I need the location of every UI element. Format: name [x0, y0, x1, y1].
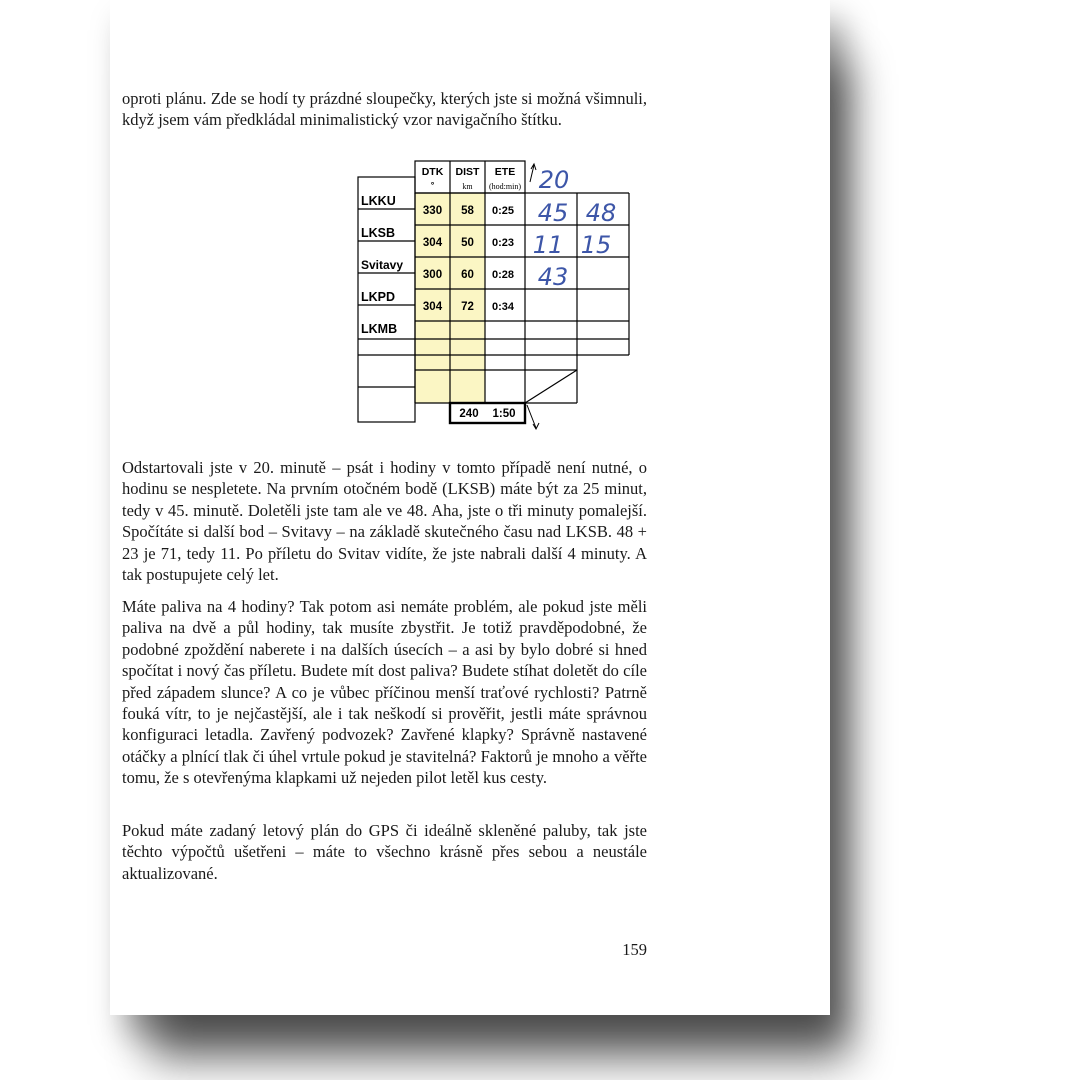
waypoint-label: LKPD — [361, 290, 396, 304]
paragraph-3: Máte paliva na 4 hodiny? Tak potom asi nemáte problém, ale pokud jste měli paliva na dvě a půl hodiny, tak musíte zbystřit. Je totiž pravděpodobné, že podobné zpoždění naberete i na dalších úsecích – a asi by bylo dobré si hned spočítat i nový čas příletu. Budete mít dost paliva? Budete stíhat doletět do cíle před západem slunce? A co je vůbec příčinou menší traťové rychlosti? Patrně fouká vítr, to je nejčastější, ale i tak neškodí si prověřit, jestli máte správnou konfiguraci letadla. Zavřený podvozek? Zavřené klapky? Správně nastavené otáčky a plnící tlak či úhel vrtule pokud je stavitelná? Faktorů je mnoho a věřte tomu, že s otevřenýma klapkami už nejeden pilot letěl kus cesty. — [122, 597, 647, 788]
page-number: 159 — [622, 940, 647, 959]
waypoint-label: Svitavy — [361, 258, 404, 272]
leg-dist: 60 — [461, 269, 474, 281]
leg-ete: 0:23 — [491, 237, 515, 249]
handwritten-planned-time: 45 — [537, 199, 569, 227]
total-dist: 240 — [459, 408, 479, 420]
total-ete: 1:50 — [492, 408, 516, 420]
header-dtk-unit: ° — [430, 180, 435, 190]
leg-dist: 50 — [461, 237, 474, 249]
leg-dtk: 304 — [422, 301, 443, 313]
navigation-log-table — [245, 158, 645, 438]
leg-dist: 58 — [461, 205, 474, 217]
header-ete: ETE — [494, 166, 516, 178]
waypoint-label: LKSB — [361, 226, 396, 240]
handwritten-planned-time: 11 — [532, 231, 564, 259]
paragraph-1: oproti plánu. Zde se hodí ty prázdné sloupečky, kterých jste si možná všimnuli, když jsem vám předkládal minimalistický vzor navigačního štítku. — [122, 89, 647, 130]
handwritten-takeoff-time: 20 — [538, 166, 570, 194]
paragraph-2: Odstartovali jste v 20. minutě – psát i hodiny v tomto případě není nutné, o hodinu se nespletete. Na prvním otočném bodě (LKSB) máte být za 25 minut, tedy v 45. minutě. Doletěli jste tam ale ve 48. Aha, jste o tři minuty pomalejší. Spočítáte si další bod – Svitavy – na základě skutečného času nad LKSB. 48 + 23 je 71, tedy 11. Po příletu do Svitav vidíte, že jste nabrali další 4 minuty. A tak postupujete celý let. — [122, 458, 647, 585]
leg-dtk: 330 — [422, 205, 443, 217]
header-dist-unit: km — [462, 182, 473, 191]
waypoint-label: LKKU — [361, 194, 396, 208]
waypoint-label: LKMB — [361, 322, 398, 336]
leg-dtk: 304 — [422, 237, 443, 249]
handwritten-planned-time: 43 — [537, 263, 569, 291]
header-ete-unit: (hod:min) — [489, 182, 521, 191]
handwritten-actual-time: 48 — [585, 199, 617, 227]
leg-ete: 0:28 — [491, 269, 515, 281]
leg-ete: 0:25 — [491, 205, 515, 217]
leg-dtk: 300 — [422, 269, 443, 281]
leg-dist: 72 — [461, 301, 474, 313]
leg-ete: 0:34 — [491, 301, 515, 313]
header-dtk: DTK — [421, 166, 444, 178]
paragraph-4: Pokud máte zadaný letový plán do GPS či ideálně skleněné paluby, tak jste těchto výpočtů ušetřeni – máte to všechno krásně přes sebou a neustále aktualizované. — [122, 821, 647, 883]
header-dist: DIST — [455, 166, 480, 178]
handwritten-actual-time: 15 — [580, 231, 612, 259]
